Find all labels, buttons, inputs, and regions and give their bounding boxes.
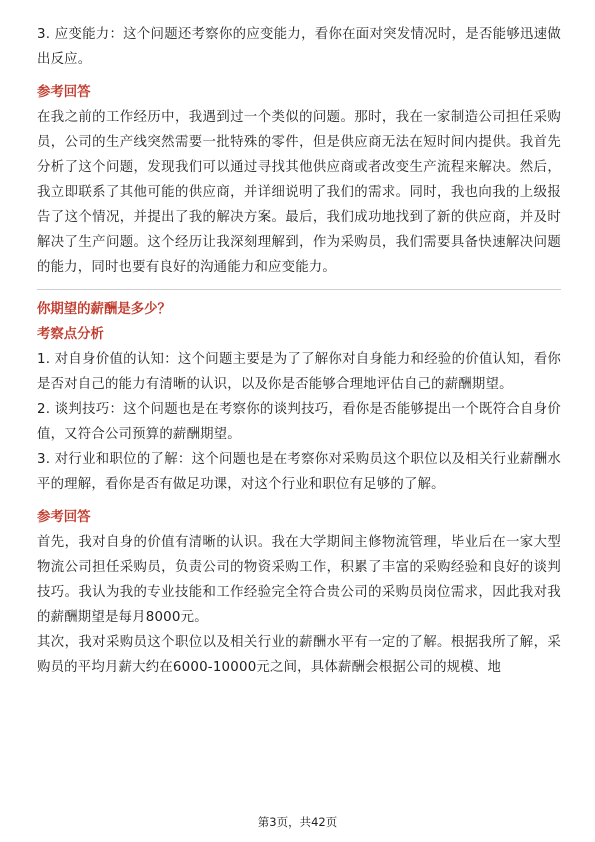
- analysis-point-3: 3. 对行业和职位的了解：这个问题也是在考察你对采购员这个职位以及相关行业薪酬水平的理解，看你是否有做足功课，对这个行业和职位有足够的了解。: [37, 452, 561, 492]
- competency-point-3: 3. 应变能力：这个问题还考察你的应变能力，看你在面对突发情况时，是否能够迅速做出反应。: [37, 27, 561, 67]
- analysis-point-1: 1. 对自身价值的认知：这个问题主要是为了了解你对自身能力和经验的价值认知，看你是否对自己的能力有清晰的认识，以及你是否能够合理地评估自己的薪酬期望。: [37, 352, 561, 392]
- section-divider: [37, 289, 561, 290]
- analysis-point-2: 2. 谈判技巧：这个问题也是在考察你的谈判技巧，看你是否能够提出一个既符合自身价值，又符合公司预算的薪酬期望。: [37, 402, 561, 442]
- analysis-label: 考察点分析: [37, 327, 104, 342]
- reference-answer-paragraph-1: 首先，我对自身的价值有清晰的认识。我在大学期间主修物流管理，毕业后在一家大型物流公司担任采购员，负责公司的物资采购工作，积累了丰富的采购经验和良好的谈判技巧。我认为我的专业技能和工作经验完全符合贵公司的采购员岗位需求，因此我对我的薪酬期望是每月8000元。: [37, 535, 561, 625]
- reference-answer-label: 参考回答: [37, 85, 91, 100]
- reference-answer-label-2: 参考回答: [37, 510, 91, 525]
- reference-answer-text: 在我之前的工作经历中，我遇到过一个类似的问题。那时，我在一家制造公司担任采购员，公司的生产线突然需要一批特殊的零件，但是供应商无法在短时间内提供。我首先分析了这个问题，发现我们可以通过寻找其他供应商或者改变生产流程来解决。然后，我立即联系了其他可能的供应商，并详细说明了我们的需求。同时，我也向我的上级报告了这个情况，并提出了我的解决方案。最后，我们成功地找到了新的供应商，并及时解决了生产问题。这个经历让我深刻理解到，作为采购员，我们需要具备快速解决问题的能力，同时也要有良好的沟通能力和应变能力。: [37, 110, 561, 275]
- reference-answer-paragraph-2: 其次，我对采购员这个职位以及相关行业的薪酬水平有一定的了解。根据我所了解，采购员的平均月薪大约在6000-10000元之间，具体薪酬会根据公司的规模、地: [37, 635, 561, 675]
- page-number: 第3页，共42页: [257, 815, 338, 829]
- question-heading: 你期望的薪酬是多少？: [37, 302, 171, 317]
- page-content: [37, 22, 561, 680]
